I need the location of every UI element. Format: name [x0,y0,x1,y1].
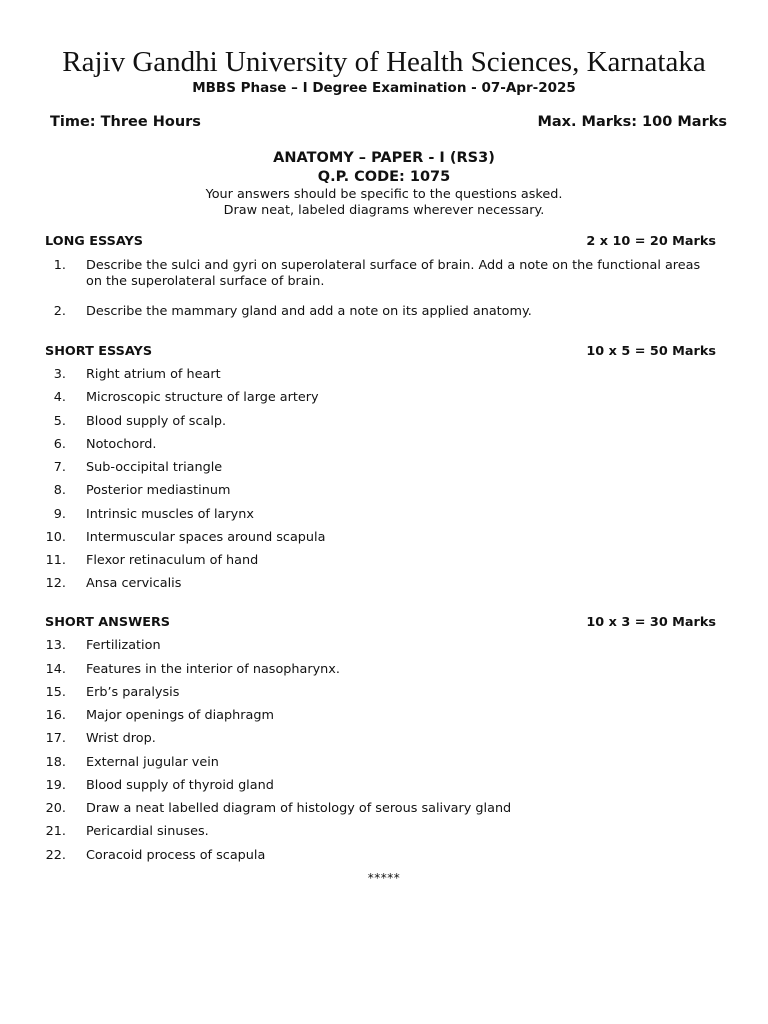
question-text: Features in the interior of nasopharynx. [86,662,340,677]
paper-title: ANATOMY – PAPER - I (RS3) [273,150,495,166]
max-marks: Max. Marks: 100 Marks [537,114,727,130]
section-marks-short-essays: 10 x 5 = 50 Marks [586,344,716,359]
section-title-short-answers: SHORT ANSWERS [45,615,171,630]
question-number: 2. [53,304,66,319]
section-marks-long-essays: 2 x 10 = 20 Marks [586,234,716,249]
question-number: 8. [53,483,66,498]
question-number: 3. [53,367,66,382]
question-text: Describe the sulci and gyri on superolateral surface of brain. Add a note on the functional areas on the superolateral surface of brain. [86,258,701,289]
question-number: 9. [53,507,66,522]
section-marks-short-answers: 10 x 3 = 30 Marks [586,615,716,630]
section-title-long-essays: LONG ESSAYS [45,234,144,249]
question-text: Coracoid process of scapula [86,848,266,863]
question-number: 12. [45,576,66,591]
question-text: Intermuscular spaces around scapula [86,530,326,545]
qp-code: Q.P. CODE: 1075 [317,169,451,185]
question-number: 5. [53,414,66,429]
question-text: Microscopic structure of large artery [86,390,319,405]
question-number: 6. [53,437,66,452]
university-title: Rajiv Gandhi University of Health Sciences, Karnataka [62,46,706,78]
question-number: 16. [45,708,66,723]
question-text: Pericardial sinuses. [86,824,209,839]
end-of-paper-marker: ***** [367,871,401,885]
exam-name: MBBS Phase – I Degree Examination - 07-Apr-2025 [192,80,576,96]
question-text: Blood supply of scalp. [86,414,227,429]
question-number: 22. [45,848,66,863]
instruction-diagrams: Draw neat, labeled diagrams wherever necessary. [223,203,545,218]
question-number: 17. [45,731,66,746]
question-text: Notochord. [86,437,157,452]
question-number: 13. [45,638,66,653]
question-number: 19. [45,778,66,793]
question-text: Fertilization [86,638,161,653]
question-number: 10. [45,530,66,545]
question-number: 21. [45,824,66,839]
question-text: Posterior mediastinum [86,483,231,498]
question-text: Major openings of diaphragm [86,708,274,723]
question-text: Sub-occipital triangle [86,460,223,475]
question-text: Flexor retinaculum of hand [86,553,259,568]
question-text: Erb’s paralysis [86,685,180,700]
question-number: 4. [53,390,66,405]
instruction-specific-answers: Your answers should be specific to the questions asked. [205,187,563,202]
question-text: Wrist drop. [86,731,156,746]
exam-duration: Time: Three Hours [50,114,201,130]
question-text: Describe the mammary gland and add a note on its applied anatomy. [86,304,532,319]
question-number: 1. [53,258,66,273]
question-number: 14. [45,662,66,677]
question-text: Blood supply of thyroid gland [86,778,274,793]
question-text: Right atrium of heart [86,367,221,382]
question-text: External jugular vein [86,755,219,770]
question-text: Intrinsic muscles of larynx [86,507,254,522]
question-text: Ansa cervicalis [86,576,182,591]
question-number: 20. [45,801,66,816]
question-text: Draw a neat labelled diagram of histology of serous salivary gland [86,801,512,816]
section-title-short-essays: SHORT ESSAYS [45,344,153,359]
question-number: 15. [45,685,66,700]
question-number: 7. [53,460,66,475]
question-number: 11. [45,553,66,568]
question-number: 18. [45,755,66,770]
